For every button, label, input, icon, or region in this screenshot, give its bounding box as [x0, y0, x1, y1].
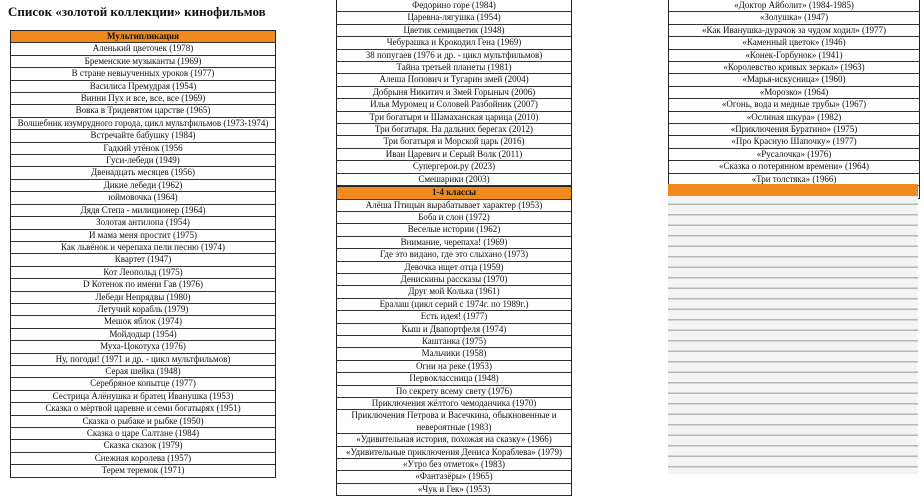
table-row: Три богатыря и Шамаханская царица (2010): [337, 112, 571, 124]
table-row: Бременские музыканты (1969): [11, 56, 275, 68]
table-row: Друг мой Колька (1961): [337, 286, 571, 298]
table-column-2: [336, 0, 572, 496]
section-header: Мультипликация: [11, 30, 275, 43]
table-row: «Удивительные приключения Дениса Кораблева» (1979): [337, 447, 571, 459]
table-row: Снежная королева (1957): [11, 453, 275, 465]
table-row: «Удивительная история, похожая на сказку» (1966): [337, 434, 571, 446]
table-row: Три богатыря. На дальних берегах (2012): [337, 124, 571, 136]
table-row: Три богатыря и Морской царь (2016): [337, 136, 571, 148]
table-row: Иван Царевич и Серый Волк (2011): [337, 149, 571, 161]
table-row: Веселые истории (1962): [337, 224, 571, 236]
table-row: Гадкий утёнок (1956: [11, 143, 275, 155]
table-row: «Марья-искусница» (1960): [669, 74, 919, 86]
table-row: Приключения Петрова и Васечкина, обыкновенные и невероятные (1983): [337, 410, 571, 434]
table-row: Огни на реке (1953): [337, 361, 571, 373]
table-row: Василиса Премудрая (1954): [11, 81, 275, 93]
table-row: Двенадцать месяцев (1956): [11, 167, 275, 179]
table-row: Как львёнок и черепаха пели песню (1974): [11, 242, 275, 254]
table-row: «Сказка о потерянном времени» (1964): [669, 161, 919, 173]
table-row: Ералаш (цикл серий с 1974г. по 1989г.): [337, 299, 571, 311]
table-row: Дядя Степа - милиционер (1964): [11, 205, 275, 217]
table-row: Сказка сказок (1979): [11, 440, 275, 452]
table-row: Первоклассница (1948): [337, 373, 571, 385]
table-row: Супергерои.ру (2023): [337, 161, 571, 173]
table-row: Винни Пух и все, все, все (1969): [11, 93, 275, 105]
table-row: Алеша Попович и Тугарин змей (2004): [337, 74, 571, 86]
table-row: Золотая антилопа (1954): [11, 217, 275, 229]
table-row: Летучий корабль (1979): [11, 304, 275, 316]
table-row: Мешок яблок (1974): [11, 316, 275, 328]
table-row: Ну, погоди! (1971 и др. - цикл мультфильмов): [11, 354, 275, 366]
table-row: «Ослиная шкура» (1982): [669, 112, 919, 124]
table-row: «Золушка» (1947): [669, 12, 919, 24]
table-row: «Фантазёры» (1965): [337, 471, 571, 483]
table-row: По секрету всему свету (1976): [337, 386, 571, 398]
table-row: D Котенок по имени Гав (1976): [11, 279, 275, 291]
table-row: «Морозко» (1964): [669, 87, 919, 99]
table-row: Смешарики (2003): [337, 174, 571, 186]
table-row: «Про Красную Шапочку» (1977): [669, 136, 919, 148]
table-row: И мама меня простит (1975): [11, 230, 275, 242]
table-column-1: [10, 30, 276, 478]
section-header: 1-4 классы: [337, 186, 571, 199]
table-row: юймовочка (1964): [11, 192, 275, 204]
table-row: Царевна-лягушка (1954): [337, 12, 571, 24]
table-row: Мальчики (1958): [337, 348, 571, 360]
table-row: Лебеди Непрядвы (1980): [11, 292, 275, 304]
table-row: «Доктор Айболит» (1984-1985): [669, 0, 919, 12]
table-row: Приключения жёлтого чемоданчика (1970): [337, 398, 571, 410]
table-row: Чебурашка и Крокодил Гена (1969): [337, 37, 571, 49]
blurred-section-header: [668, 184, 918, 196]
table-row: Встречайте бабушку (1984): [11, 130, 275, 142]
table-row: «Утро без отметок» (1983): [337, 459, 571, 471]
table-row: «Королевство кривых зеркал» (1963): [669, 62, 919, 74]
table-row: Мойдодыр (1954): [11, 329, 275, 341]
table-row: «Русалочка» (1976): [669, 149, 919, 161]
table-row: Алёша Птицын вырабатывает характер (1953): [337, 200, 571, 212]
table-row: В стране невыученных уроков (1977): [11, 68, 275, 80]
table-row: Дикие лебеди (1962): [11, 180, 275, 192]
table-row: Вовка в Тридевятом царстве (1965): [11, 105, 275, 117]
blurred-table-area: [668, 184, 918, 474]
table-row: Девочка ищет отца (1959): [337, 262, 571, 274]
table-row: «Как Иванушка-дурачок за чудом ходил» (1977): [669, 25, 919, 37]
table-row: Сказка о рыбаке и рыбке (1950): [11, 416, 275, 428]
table-row: Тайна третьей планеты (1981): [337, 62, 571, 74]
table-row: Сестрица Алёнушка и братец Иванушка (1953): [11, 391, 275, 403]
table-row: «Три толстяка» (1966): [669, 174, 919, 186]
table-row: Есть идея! (1977): [337, 311, 571, 323]
table-row: Денискины рассказы (1970): [337, 274, 571, 286]
table-row: 38 попугаев (1976 и др. - цикл мультфильмов): [337, 50, 571, 62]
table-row: Волшебник изумрудного города, цикл мультфильмов (1973-1974): [11, 118, 275, 130]
table-row: Илья Муромец и Соловей Разбойник (2007): [337, 99, 571, 111]
table-row: Квартет (1947): [11, 254, 275, 266]
table-row: «Каменный цветок» (1946): [669, 37, 919, 49]
table-row: Добрыня Никитич и Змей Горыныч (2006): [337, 87, 571, 99]
table-row: Аленький цветочек (1978): [11, 43, 275, 55]
table-row: Гуси-лебеди (1949): [11, 155, 275, 167]
table-row: Серебряное копытце (1977): [11, 378, 275, 390]
table-column-3: [668, 0, 920, 199]
table-row: Внимание, черепаха! (1969): [337, 237, 571, 249]
table-row: Кыш и Двапортфеля (1974): [337, 324, 571, 336]
page-title: Список «золотой коллекции» кинофильмов: [8, 4, 266, 19]
table-row: Сказка о царе Салтане (1984): [11, 428, 275, 440]
table-row: Боба и слон (1972): [337, 212, 571, 224]
table-row: Где это видано, где это слыхано (1973): [337, 249, 571, 261]
table-row: Цветик семицветик (1948): [337, 25, 571, 37]
table-row: Муха-Цокотуха (1976): [11, 341, 275, 353]
table-row: Терем теремок (1971): [11, 465, 275, 477]
table-row: Серая шейка (1948): [11, 366, 275, 378]
table-row: «Конек-Горбунок» (1941): [669, 50, 919, 62]
table-row: «Огонь, вода и медные трубы» (1967): [669, 99, 919, 111]
table-row: Федорино горе (1984): [337, 0, 571, 12]
table-row: «Приключения Буратино» (1975): [669, 124, 919, 136]
table-row: «Чук и Гек» (1953): [337, 484, 571, 496]
table-row: Сказка о мёртвой царевне и семи богатырях (1951): [11, 403, 275, 415]
table-row: Кот Леопольд (1975): [11, 267, 275, 279]
table-row: Каштанка (1975): [337, 336, 571, 348]
